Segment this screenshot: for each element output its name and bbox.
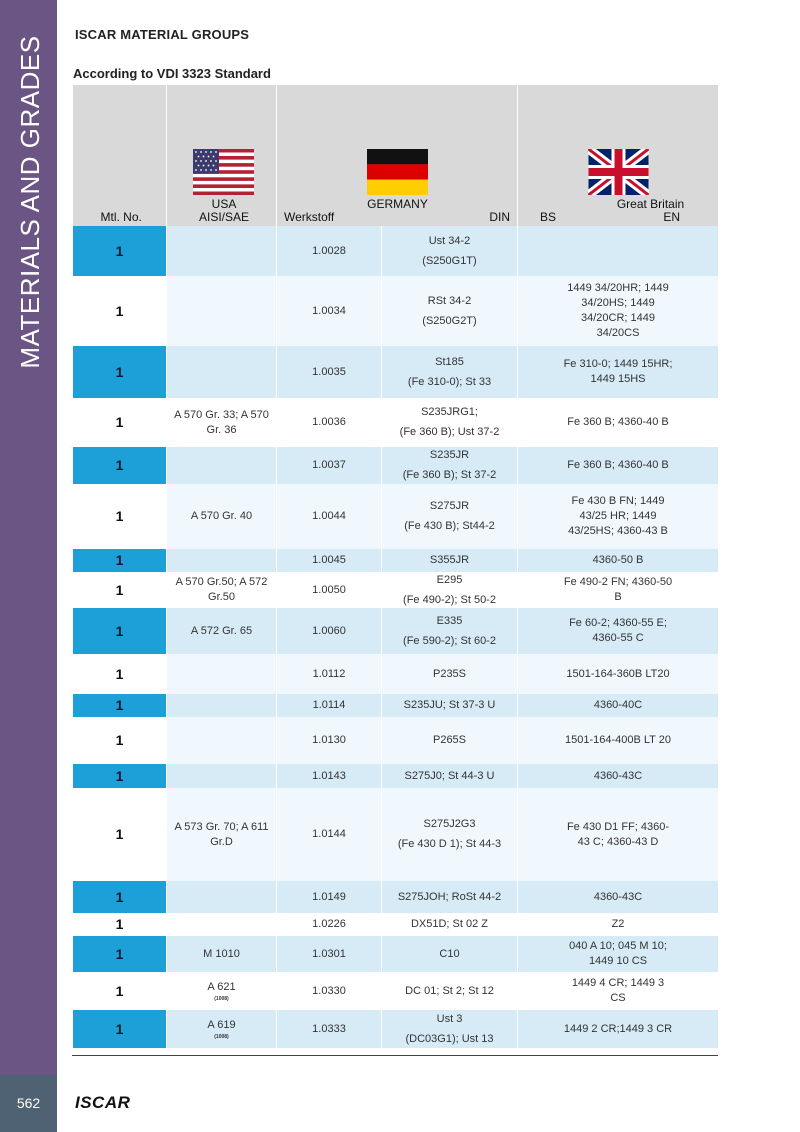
gb-designation: Z2 — [611, 918, 625, 930]
gb-cell — [518, 788, 719, 881]
mtl-cell — [73, 484, 167, 549]
werkstoff-number: 1.0144 — [312, 828, 346, 840]
usa-cell — [167, 226, 277, 276]
gb-cell — [518, 1010, 719, 1048]
werkstoff-cell — [277, 447, 382, 484]
werkstoff-cell — [277, 913, 382, 936]
usa-cell — [167, 484, 277, 549]
mtl-cell — [73, 1010, 167, 1048]
mtl-cell — [73, 572, 167, 608]
din-cell — [382, 346, 518, 398]
gb-cell — [518, 972, 719, 1010]
gb-designation: 1501-164-400B LT 20 — [564, 734, 671, 746]
gb-designation: Fe 430 D1 FF; 4360-43 C; 4360-43 D — [566, 820, 670, 848]
din-cell — [382, 226, 518, 276]
gb-cell — [518, 549, 719, 572]
werkstoff-number: 1.0333 — [312, 1022, 346, 1035]
mtl-number: 1 — [115, 552, 124, 568]
din-cell — [382, 764, 518, 788]
table-row — [73, 788, 719, 881]
werkstoff-cell — [277, 972, 382, 1010]
table-row — [73, 717, 719, 764]
gb-designation: 1449 2 CR;1449 3 CR — [563, 1022, 673, 1035]
mtl-cell — [73, 764, 167, 788]
usa-cell — [167, 764, 277, 788]
gb-cell — [518, 276, 719, 346]
gb-designation: Fe 490-2 FN; 4360-50 B — [563, 576, 673, 603]
footer-brand: ISCAR — [75, 1093, 131, 1112]
mtl-number: 1 — [115, 767, 124, 784]
werkstoff-number: 1.0035 — [312, 365, 346, 378]
din-designation: S235JU; St 37-3 U — [403, 699, 496, 711]
table-row — [73, 694, 719, 717]
usa-grade: A 573 Gr. 70; A 611 Gr.D — [174, 820, 269, 848]
werkstoff-number: 1.0034 — [312, 304, 346, 317]
usa-cell — [167, 1010, 277, 1048]
usa-cell — [167, 276, 277, 346]
usa-cell — [167, 913, 277, 936]
mtl-number: 1 — [115, 457, 124, 473]
din-designation: (Fe 360 B); Ust 37-2 — [399, 426, 500, 438]
din-cell — [382, 1010, 518, 1048]
table-row — [73, 1010, 719, 1048]
usa-grade: A 570 Gr. 33; A 570 Gr. 36 — [174, 408, 269, 436]
din-designation: (Fe 490-2); St 50-2 — [403, 593, 496, 606]
usa-flag-icon — [193, 149, 254, 195]
mtl-cell — [73, 226, 167, 276]
usa-cell — [167, 572, 277, 608]
din-designation: (DC03G1); Ust 13 — [405, 1032, 494, 1045]
mtl-number: 1 — [115, 622, 124, 639]
sidebar-title-text: MATERIALS AND GRADES — [15, 35, 45, 369]
gb-designation: 4360-50 B — [592, 554, 644, 566]
gb-cell — [518, 572, 719, 608]
gb-designation: 1449 4 CR; 1449 3 CS — [571, 977, 665, 1004]
table-subtitle: According to VDI 3323 Standard — [73, 66, 271, 81]
header-mtl — [73, 85, 167, 226]
werkstoff-cell — [277, 346, 382, 398]
mtl-number: 1 — [115, 697, 124, 713]
header-werkstoff-label: Werkstoff — [284, 210, 335, 224]
din-designation: (Fe 590-2); St 60-2 — [403, 634, 496, 647]
din-designation: S275J2G3 — [423, 818, 476, 830]
table-row — [73, 549, 719, 572]
header-uk — [518, 85, 719, 226]
header-aisi-label: AISI/SAE — [198, 210, 250, 224]
werkstoff-number: 1.0130 — [312, 734, 346, 746]
mtl-cell — [73, 276, 167, 346]
usa-cell — [167, 881, 277, 913]
din-designation: S235JR — [429, 449, 470, 461]
din-cell — [382, 936, 518, 972]
werkstoff-number: 1.0044 — [312, 510, 346, 522]
mtl-number: 1 — [115, 916, 124, 932]
din-designation: Ust 3 — [436, 1012, 463, 1025]
usa-cell — [167, 936, 277, 972]
usa-grade: A 619 — [207, 1018, 236, 1031]
werkstoff-cell — [277, 608, 382, 654]
din-designation: S235JRG1; — [421, 406, 478, 418]
usa-cell — [167, 346, 277, 398]
din-cell — [382, 549, 518, 572]
din-designation: (Fe 430 B); St44-2 — [404, 520, 495, 532]
header-germany — [277, 85, 518, 226]
header-din-label: DIN — [489, 210, 510, 224]
mtl-number: 1 — [115, 363, 124, 380]
usa-cell — [167, 717, 277, 764]
din-cell — [382, 717, 518, 764]
gb-cell — [518, 447, 719, 484]
din-designation: DC 01; St 2; St 12 — [405, 984, 494, 997]
gb-designation: 4360-43C — [593, 890, 643, 903]
mtl-number: 1 — [115, 888, 124, 905]
din-designation: (S250G2T) — [422, 314, 477, 327]
mtl-number: 1 — [115, 508, 124, 524]
din-cell — [382, 276, 518, 346]
usa-cell — [167, 549, 277, 572]
mtl-number: 1 — [115, 581, 124, 598]
din-cell — [382, 788, 518, 881]
din-designation: P265S — [432, 734, 467, 746]
table-row — [73, 398, 719, 447]
gb-cell — [518, 398, 719, 447]
werkstoff-number: 1.0143 — [312, 769, 346, 782]
gb-designation: 4360-43C — [593, 769, 643, 782]
usa-cell — [167, 398, 277, 447]
gb-cell — [518, 226, 719, 276]
table-row — [73, 226, 719, 276]
din-designation: (Fe 430 D 1); St 44-3 — [397, 838, 502, 850]
din-cell — [382, 972, 518, 1010]
werkstoff-cell — [277, 694, 382, 717]
werkstoff-cell — [277, 764, 382, 788]
din-designation: (Fe 310-0); St 33 — [407, 375, 492, 388]
werkstoff-number: 1.0112 — [312, 667, 346, 680]
din-cell — [382, 484, 518, 549]
werkstoff-number: 1.0050 — [312, 583, 346, 596]
werkstoff-cell — [277, 788, 382, 881]
table-bottom-rule — [72, 1055, 718, 1056]
gb-designation: 1449 34/20HR; 1449 34/20HS; 1449 34/20CR; 1449 34/20CS — [567, 282, 669, 339]
mtl-cell — [73, 913, 167, 936]
din-designation: DX51D; St 02 Z — [410, 918, 489, 930]
mtl-number: 1 — [115, 982, 124, 999]
din-designation: (Fe 360 B); St 37-2 — [402, 469, 497, 481]
werkstoff-number: 1.0028 — [312, 244, 346, 257]
gb-cell — [518, 484, 719, 549]
werkstoff-number: 1.0037 — [312, 459, 346, 471]
gb-designation: Fe 310-0; 1449 15HR; 1449 15HS — [563, 358, 673, 385]
gb-designation: Fe 430 B FN; 1449 43/25 HR; 1449 43/25HS; 4360-43 B — [568, 495, 668, 537]
gb-cell — [518, 717, 719, 764]
mtl-number: 1 — [115, 732, 124, 748]
gb-designation: 1501-164-360B LT20 — [566, 667, 670, 680]
din-designation: C10 — [439, 947, 460, 960]
gb-cell — [518, 608, 719, 654]
mtl-cell — [73, 346, 167, 398]
din-cell — [382, 913, 518, 936]
werkstoff-cell — [277, 276, 382, 346]
din-cell — [382, 654, 518, 694]
table-row — [73, 572, 719, 608]
mtl-cell — [73, 694, 167, 717]
page-title: ISCAR MATERIAL GROUPS — [75, 27, 250, 42]
din-cell — [382, 572, 518, 608]
mtl-number: 1 — [115, 242, 124, 259]
usa-grade-note: (1008) — [214, 995, 229, 1002]
gb-designation: Fe 60-2; 4360-55 E; 4360-55 C — [569, 617, 667, 644]
usa-grade: A 570 Gr. 40 — [190, 510, 253, 522]
din-designation: (S250G1T) — [422, 254, 477, 267]
header-bs-label: BS — [540, 210, 557, 224]
gb-designation: Fe 360 B; 4360-40 B — [567, 459, 669, 471]
werkstoff-cell — [277, 717, 382, 764]
werkstoff-number: 1.0149 — [312, 890, 346, 903]
gb-designation: Fe 360 B; 4360-40 B — [567, 416, 669, 428]
din-designation: RSt 34-2 — [427, 294, 472, 307]
usa-grade: A 621 — [207, 980, 236, 993]
uk-flag-icon — [588, 149, 649, 195]
header-usa — [167, 85, 277, 226]
table-row — [73, 972, 719, 1010]
mtl-cell — [73, 936, 167, 972]
werkstoff-cell — [277, 654, 382, 694]
table-row — [73, 764, 719, 788]
gb-cell — [518, 346, 719, 398]
mtl-cell — [73, 608, 167, 654]
table-row — [73, 654, 719, 694]
werkstoff-number: 1.0036 — [312, 416, 346, 428]
header-mtl-label: Mtl. No. — [100, 210, 142, 224]
gb-cell — [518, 654, 719, 694]
werkstoff-number: 1.0330 — [312, 984, 346, 997]
header-en-label: EN — [663, 210, 680, 224]
gb-cell — [518, 764, 719, 788]
gb-designation: 4360-40C — [593, 699, 643, 711]
mtl-cell — [73, 447, 167, 484]
usa-cell — [167, 447, 277, 484]
din-cell — [382, 608, 518, 654]
din-designation: E335 — [436, 614, 463, 627]
werkstoff-cell — [277, 398, 382, 447]
mtl-cell — [73, 398, 167, 447]
mtl-number: 1 — [115, 826, 124, 842]
din-designation: P235S — [432, 667, 467, 680]
din-designation: S355JR — [429, 554, 470, 566]
mtl-cell — [73, 788, 167, 881]
werkstoff-number: 1.0045 — [312, 554, 346, 566]
din-designation: S275J0; St 44-3 U — [404, 769, 495, 782]
gb-cell — [518, 694, 719, 717]
sidebar-title — [0, 0, 57, 1075]
table-row — [73, 484, 719, 549]
table-row — [73, 447, 719, 484]
mtl-cell — [73, 881, 167, 913]
page-number: 562 — [16, 1095, 41, 1111]
mtl-number: 1 — [115, 1020, 124, 1037]
mtl-cell — [73, 717, 167, 764]
werkstoff-cell — [277, 549, 382, 572]
table-row — [73, 936, 719, 972]
werkstoff-number: 1.0226 — [312, 918, 346, 930]
werkstoff-number: 1.0114 — [312, 699, 346, 711]
werkstoff-cell — [277, 484, 382, 549]
mtl-number: 1 — [115, 414, 124, 430]
germany-flag-icon — [367, 149, 428, 195]
header-uk-label: Great Britain — [616, 197, 685, 211]
din-cell — [382, 694, 518, 717]
din-designation: E295 — [436, 573, 463, 586]
usa-cell — [167, 608, 277, 654]
mtl-number: 1 — [115, 302, 124, 319]
mtl-cell — [73, 654, 167, 694]
gb-cell — [518, 936, 719, 972]
table-row — [73, 276, 719, 346]
usa-cell — [167, 972, 277, 1010]
gb-cell — [518, 881, 719, 913]
usa-grade: A 572 Gr. 65 — [190, 624, 253, 637]
table-row — [73, 881, 719, 913]
din-cell — [382, 398, 518, 447]
usa-grade: M 1010 — [203, 947, 240, 960]
werkstoff-cell — [277, 881, 382, 913]
werkstoff-cell — [277, 572, 382, 608]
din-cell — [382, 447, 518, 484]
mtl-cell — [73, 549, 167, 572]
din-designation: S275JOH; RoSt 44-2 — [397, 890, 502, 903]
din-cell — [382, 881, 518, 913]
usa-cell — [167, 694, 277, 717]
mtl-number: 1 — [115, 665, 124, 682]
werkstoff-number: 1.0060 — [312, 624, 346, 637]
mtl-number: 1 — [115, 945, 124, 962]
usa-cell — [167, 788, 277, 881]
din-designation: S275JR — [429, 500, 470, 512]
usa-grade-note: (1008) — [214, 1033, 229, 1040]
gb-cell — [518, 913, 719, 936]
table-row — [73, 346, 719, 398]
usa-cell — [167, 654, 277, 694]
header-usa-label: USA — [211, 197, 237, 211]
werkstoff-cell — [277, 1010, 382, 1048]
table-row — [73, 913, 719, 936]
mtl-cell — [73, 972, 167, 1010]
usa-grade: A 570 Gr.50; A 572 Gr.50 — [175, 576, 268, 603]
table-row — [73, 608, 719, 654]
werkstoff-number: 1.0301 — [312, 947, 346, 960]
din-designation: St185 — [435, 355, 464, 368]
materials-table — [72, 85, 719, 1048]
din-designation: Ust 34-2 — [428, 234, 471, 247]
werkstoff-cell — [277, 226, 382, 276]
werkstoff-cell — [277, 936, 382, 972]
header-germany-label: GERMANY — [367, 197, 428, 211]
gb-designation: 040 A 10; 045 M 10; 1449 10 CS — [569, 940, 667, 967]
